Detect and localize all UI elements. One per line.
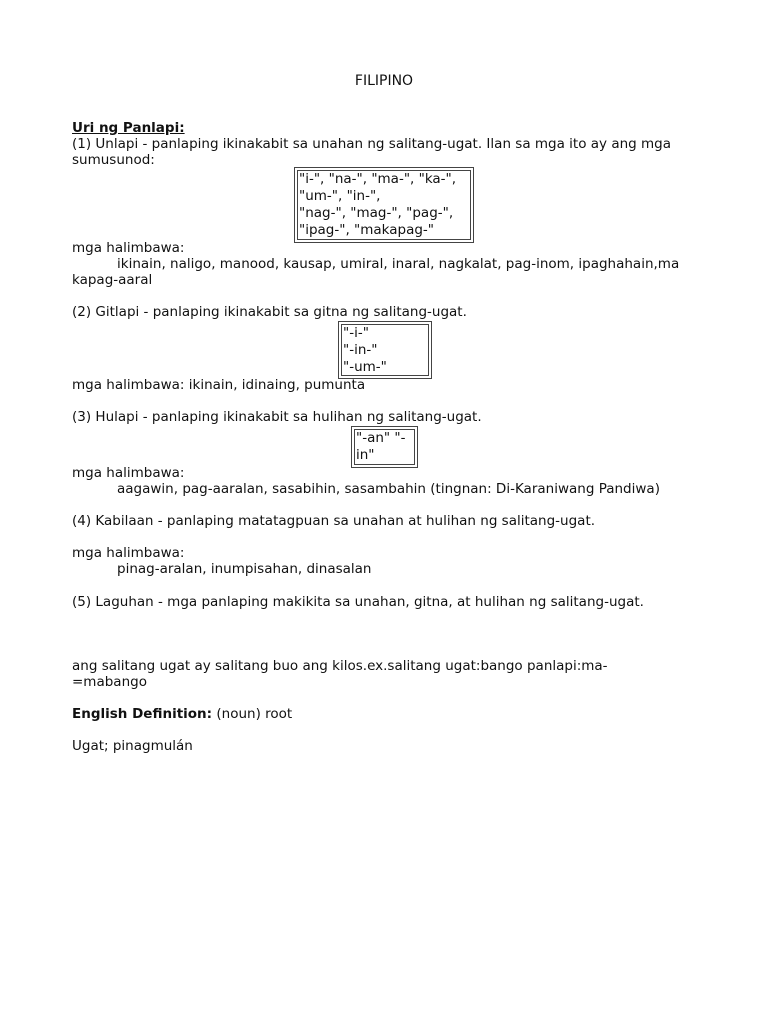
- english-definition-label: English Definition:: [72, 706, 213, 722]
- english-definition: [72, 706, 292, 722]
- affix-line: "-an" "-: [356, 430, 406, 446]
- affix-line: "um-", "in-",: [299, 188, 381, 204]
- root-word-note-cont: =mabango: [72, 674, 147, 690]
- affix-line: "-um-": [343, 359, 387, 375]
- unlapi-examples-cont: kapag-aaral: [72, 272, 153, 288]
- translation-text: Ugat; pinagmulán: [72, 738, 193, 754]
- unlapi-examples-label: mga halimbawa:: [72, 240, 185, 256]
- kabilaan-description: (4) Kabilaan - panlaping matatagpuan sa unahan at hulihan ng salitang-ugat.: [72, 513, 596, 529]
- unlapi-description: (1) Unlapi - panlaping ikinakabit sa unahan ng salitang-ugat. Ilan sa mga ito ay ang mga: [72, 136, 671, 152]
- gitlapi-affix-box: [341, 324, 429, 376]
- unlapi-description-cont: sumusunod:: [72, 152, 155, 168]
- hulapi-examples: aagawin, pag-aaralan, sasabihin, sasambahin (tingnan: Di-Karaniwang Pandiwa): [117, 481, 660, 497]
- affix-line: in": [356, 447, 375, 463]
- gitlapi-description: (2) Gitlapi - panlaping ikinakabit sa gitna ng salitang-ugat.: [72, 304, 467, 320]
- affix-line: "nag-", "mag-", "pag-",: [299, 205, 454, 221]
- hulapi-examples-label: mga halimbawa:: [72, 465, 185, 481]
- affix-line: "-i-": [343, 325, 369, 341]
- gitlapi-examples: mga halimbawa: ikinain, idinaing, pumunta: [72, 377, 366, 393]
- kabilaan-examples: pinag-aralan, inumpisahan, dinasalan: [117, 561, 372, 577]
- hulapi-description: (3) Hulapi - panlaping ikinakabit sa hulihan ng salitang-ugat.: [72, 409, 482, 425]
- unlapi-affix-box: [297, 170, 471, 240]
- section-heading: Uri ng Panlapi:: [72, 120, 185, 136]
- hulapi-affix-box: [354, 429, 415, 465]
- affix-line: "ipag-", "makapag-": [299, 222, 435, 238]
- root-word-note: ang salitang ugat ay salitang buo ang kilos.ex.salitang ugat:bango panlapi:ma-: [72, 658, 608, 674]
- kabilaan-examples-label: mga halimbawa:: [72, 545, 185, 561]
- laguhan-description: (5) Laguhan - mga panlaping makikita sa unahan, gitna, at hulihan ng salitang-ugat.: [72, 594, 644, 610]
- document-title: FILIPINO: [354, 73, 414, 89]
- english-definition-value: (noun) root: [212, 706, 293, 722]
- unlapi-examples: ikinain, naligo, manood, kausap, umiral, inaral, nagkalat, pag-inom, ipaghahain,ma: [117, 256, 680, 272]
- affix-line: "i-", "na-", "ma-", "ka-",: [299, 171, 457, 187]
- affix-line: "-in-": [343, 342, 378, 358]
